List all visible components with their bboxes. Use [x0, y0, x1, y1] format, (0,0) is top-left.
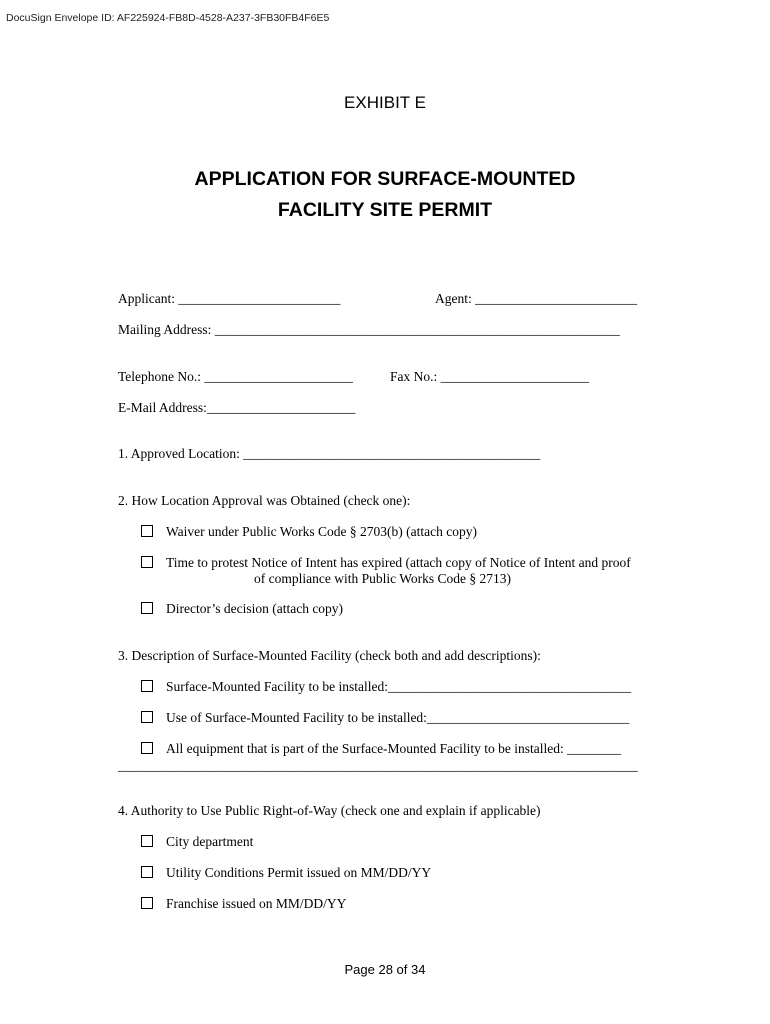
envelope-id: DocuSign Envelope ID: AF225924-FB8D-4528-A237-3FB30FB4F6E5: [6, 12, 330, 24]
checkbox-utility-permit[interactable]: [141, 866, 153, 878]
fax-field[interactable]: Fax No.: ______________________: [390, 369, 590, 384]
option-utility-permit[interactable]: [141, 865, 431, 881]
agent-field[interactable]: Agent: ________________________: [435, 291, 638, 306]
option-franchise[interactable]: [141, 896, 346, 912]
section-3-heading: 3. Description of Surface-Mounted Facility (check both and add descriptions):: [118, 648, 541, 663]
option-waiver[interactable]: [141, 524, 477, 540]
checkbox-protest-expired[interactable]: [141, 556, 153, 568]
checkbox-all-equipment[interactable]: [141, 742, 153, 754]
exhibit-label: EXHIBIT E: [344, 93, 426, 112]
section-2-heading: 2. How Location Approval was Obtained (check one):: [118, 493, 411, 508]
option-facility-installed[interactable]: [141, 679, 631, 695]
option-city-department[interactable]: [141, 834, 253, 850]
option-protest-expired-label: Time to protest Notice of Intent has expired (attach copy of Notice of Intent and proof: [166, 555, 631, 570]
option-protest-expired[interactable]: [141, 555, 631, 571]
checkbox-directors-decision[interactable]: [141, 602, 153, 614]
checkbox-waiver[interactable]: [141, 525, 153, 537]
option-facility-use-label: Use of Surface-Mounted Facility to be installed:______________________________: [166, 710, 630, 725]
option-franchise-label: Franchise issued on MM/DD/YY: [166, 896, 347, 911]
mailing-address-field[interactable]: Mailing Address: ____________________________________________________________: [118, 322, 620, 337]
email-field[interactable]: E-Mail Address:______________________: [118, 400, 356, 415]
page-number: Page 28 of 34: [344, 962, 426, 977]
form-title-line-2: FACILITY SITE PERMIT: [277, 199, 493, 221]
section-4-heading: 4. Authority to Use Public Right-of-Way (check one and explain if applicable): [118, 803, 541, 818]
applicant-field[interactable]: Applicant: ________________________: [118, 291, 341, 306]
option-protest-expired-label-cont: of compliance with Public Works Code § 2713): [254, 571, 512, 586]
option-city-department-label: City department: [166, 834, 254, 849]
telephone-field[interactable]: Telephone No.: ______________________: [118, 369, 353, 384]
option-all-equipment-label: All equipment that is part of the Surface-Mounted Facility to be installed: ________: [166, 741, 622, 756]
checkbox-facility-installed[interactable]: [141, 680, 153, 692]
checkbox-facility-use[interactable]: [141, 711, 153, 723]
checkbox-city-department[interactable]: [141, 835, 153, 847]
form-title-line-1: APPLICATION FOR SURFACE-MOUNTED: [194, 168, 576, 190]
option-facility-installed-label: Surface-Mounted Facility to be installed:____________________________________: [166, 679, 631, 694]
option-waiver-label: Waiver under Public Works Code § 2703(b) (attach copy): [166, 524, 477, 539]
equipment-continuation-line[interactable]: _____________________________________________________________________________: [118, 758, 638, 773]
option-all-equipment[interactable]: [141, 741, 621, 757]
option-directors-decision[interactable]: [141, 601, 343, 617]
checkbox-franchise[interactable]: [141, 897, 153, 909]
option-utility-permit-label: Utility Conditions Permit issued on MM/DD/YY: [166, 865, 432, 880]
option-facility-use[interactable]: [141, 710, 629, 726]
approved-location-field[interactable]: 1. Approved Location: ____________________________________________: [118, 446, 541, 461]
option-directors-decision-label: Director’s decision (attach copy): [166, 601, 344, 616]
